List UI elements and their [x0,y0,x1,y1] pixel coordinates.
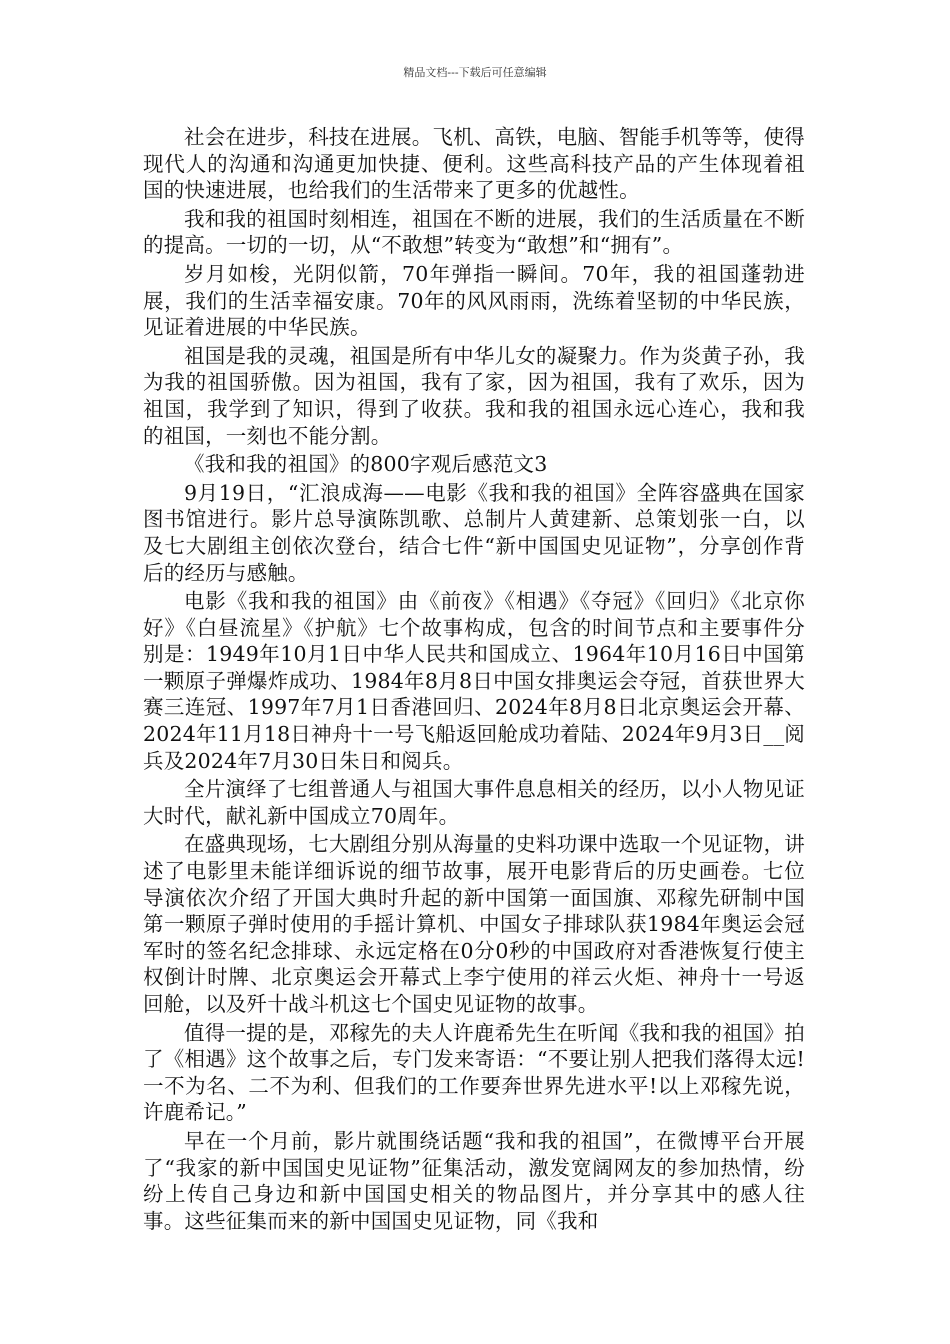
paragraph: 全片演绎了七组普通人与祖国大事件息息相关的经历，以小人物见证大时代，献礼新中国成立70周年。 [143,777,805,828]
paragraph: 祖国是我的灵魂，祖国是所有中华儿女的凝聚力。作为炎黄子孙，我为我的祖国骄傲。因为祖国，我有了家，因为祖国，我有了欢乐，因为祖国，我学到了知识，得到了收获。我和我的祖国永远心连心，我和我的祖国，一刻也不能分割。 [143,343,805,448]
section-heading: 《我和我的祖国》的800字观后感范文3 [184,452,548,477]
paragraph: 在盛典现场，七大剧组分别从海量的史料功课中选取一个见证物，讲述了电影里未能详细诉说的细节故事，展开电影背后的历史画卷。七位导演依次介绍了开国大典时升起的新中国第一面国旗、邓稼先研制中国第一颗原子弹时使用的手摇计算机、中国女子排球队获1984年奥运会冠军时的签名纪念排球、永远定格在0分0秒的中国政府对香港恢复行使主权倒计时牌、北京奥运会开幕式上李宁使用的祥云火炬、神舟十一号返回舱，以及歼十战斗机这七个国史见证物的故事。 [143,832,805,1016]
paragraph: 早在一个月前，影片就围绕话题“我和我的祖国”，在微博平台开展了“我家的新中国国史见证物”征集活动，激发宽阔网友的参加热情，纷纷上传自己身边和新中国国史相关的物品图片，并分享其中的感人往事。这些征集而来的新中国国史见证物，同《我和 [143,1128,805,1233]
paragraph: 社会在进步，科技在进展。飞机、高铁，电脑、智能手机等等，使得现代人的沟通和沟通更加快捷、便利。这些高科技产品的产生体现着祖国的快速进展，也给我们的生活带来了更多的优越性。 [143,125,805,203]
paragraph: 电影《我和我的祖国》由《前夜》《相遇》《夺冠》《回归》《北京你好》《白昼流星》《护航》七个故事构成，包含的时间节点和主要事件分别是：1949年10月1日中华人民共和国成立、1964年10月16日中国第一颗原子弹爆炸成功、1984年8月8日中国女排奥运会夺冠，首获世界大赛三连冠、1997年7月1日香港回归、2024年8月8日北京奥运会开幕、2024年11月18日神舟十一号飞船返回舱成功着陆、2024年9月3日__阅兵及2024年7月30日朱日和阅兵。 [143,589,805,773]
page-header: 精品文档---下载后可任意编辑 [403,66,547,79]
paragraph: 岁月如梭，光阴似箭，70年弹指一瞬间。70年，我的祖国蓬勃进展，我们的生活幸福安康。70年的风风雨雨，洗练着坚韧的中华民族，见证着进展的中华民族。 [143,261,805,340]
paragraph: 值得一提的是，邓稼先的夫人许鹿希先生在听闻《我和我的祖国》拍了《相遇》这个故事之后，专门发来寄语：“不要让别人把我们落得太远!一不为名、二不为利、但我们的工作要奔世界先进水平!以上邓稼先说，许鹿希记。” [143,1020,805,1125]
document-body [143,124,805,1236]
paragraph: 我和我的祖国时刻相连，祖国在不断的进展，我们的生活质量在不断的提高。一切的一切，从“不敢想”转变为“敢想”和“拥有”。 [143,206,805,258]
paragraph: 9月19日，“汇浪成海——电影《我和我的祖国》全阵容盛典在国家图书馆进行。影片总导演陈凯歌、总制片人黄建新、总策划张一白，以及七大剧组主创依次登台，结合七件“新中国国史见证物”，分享创作背后的经历与感触。 [143,480,805,585]
